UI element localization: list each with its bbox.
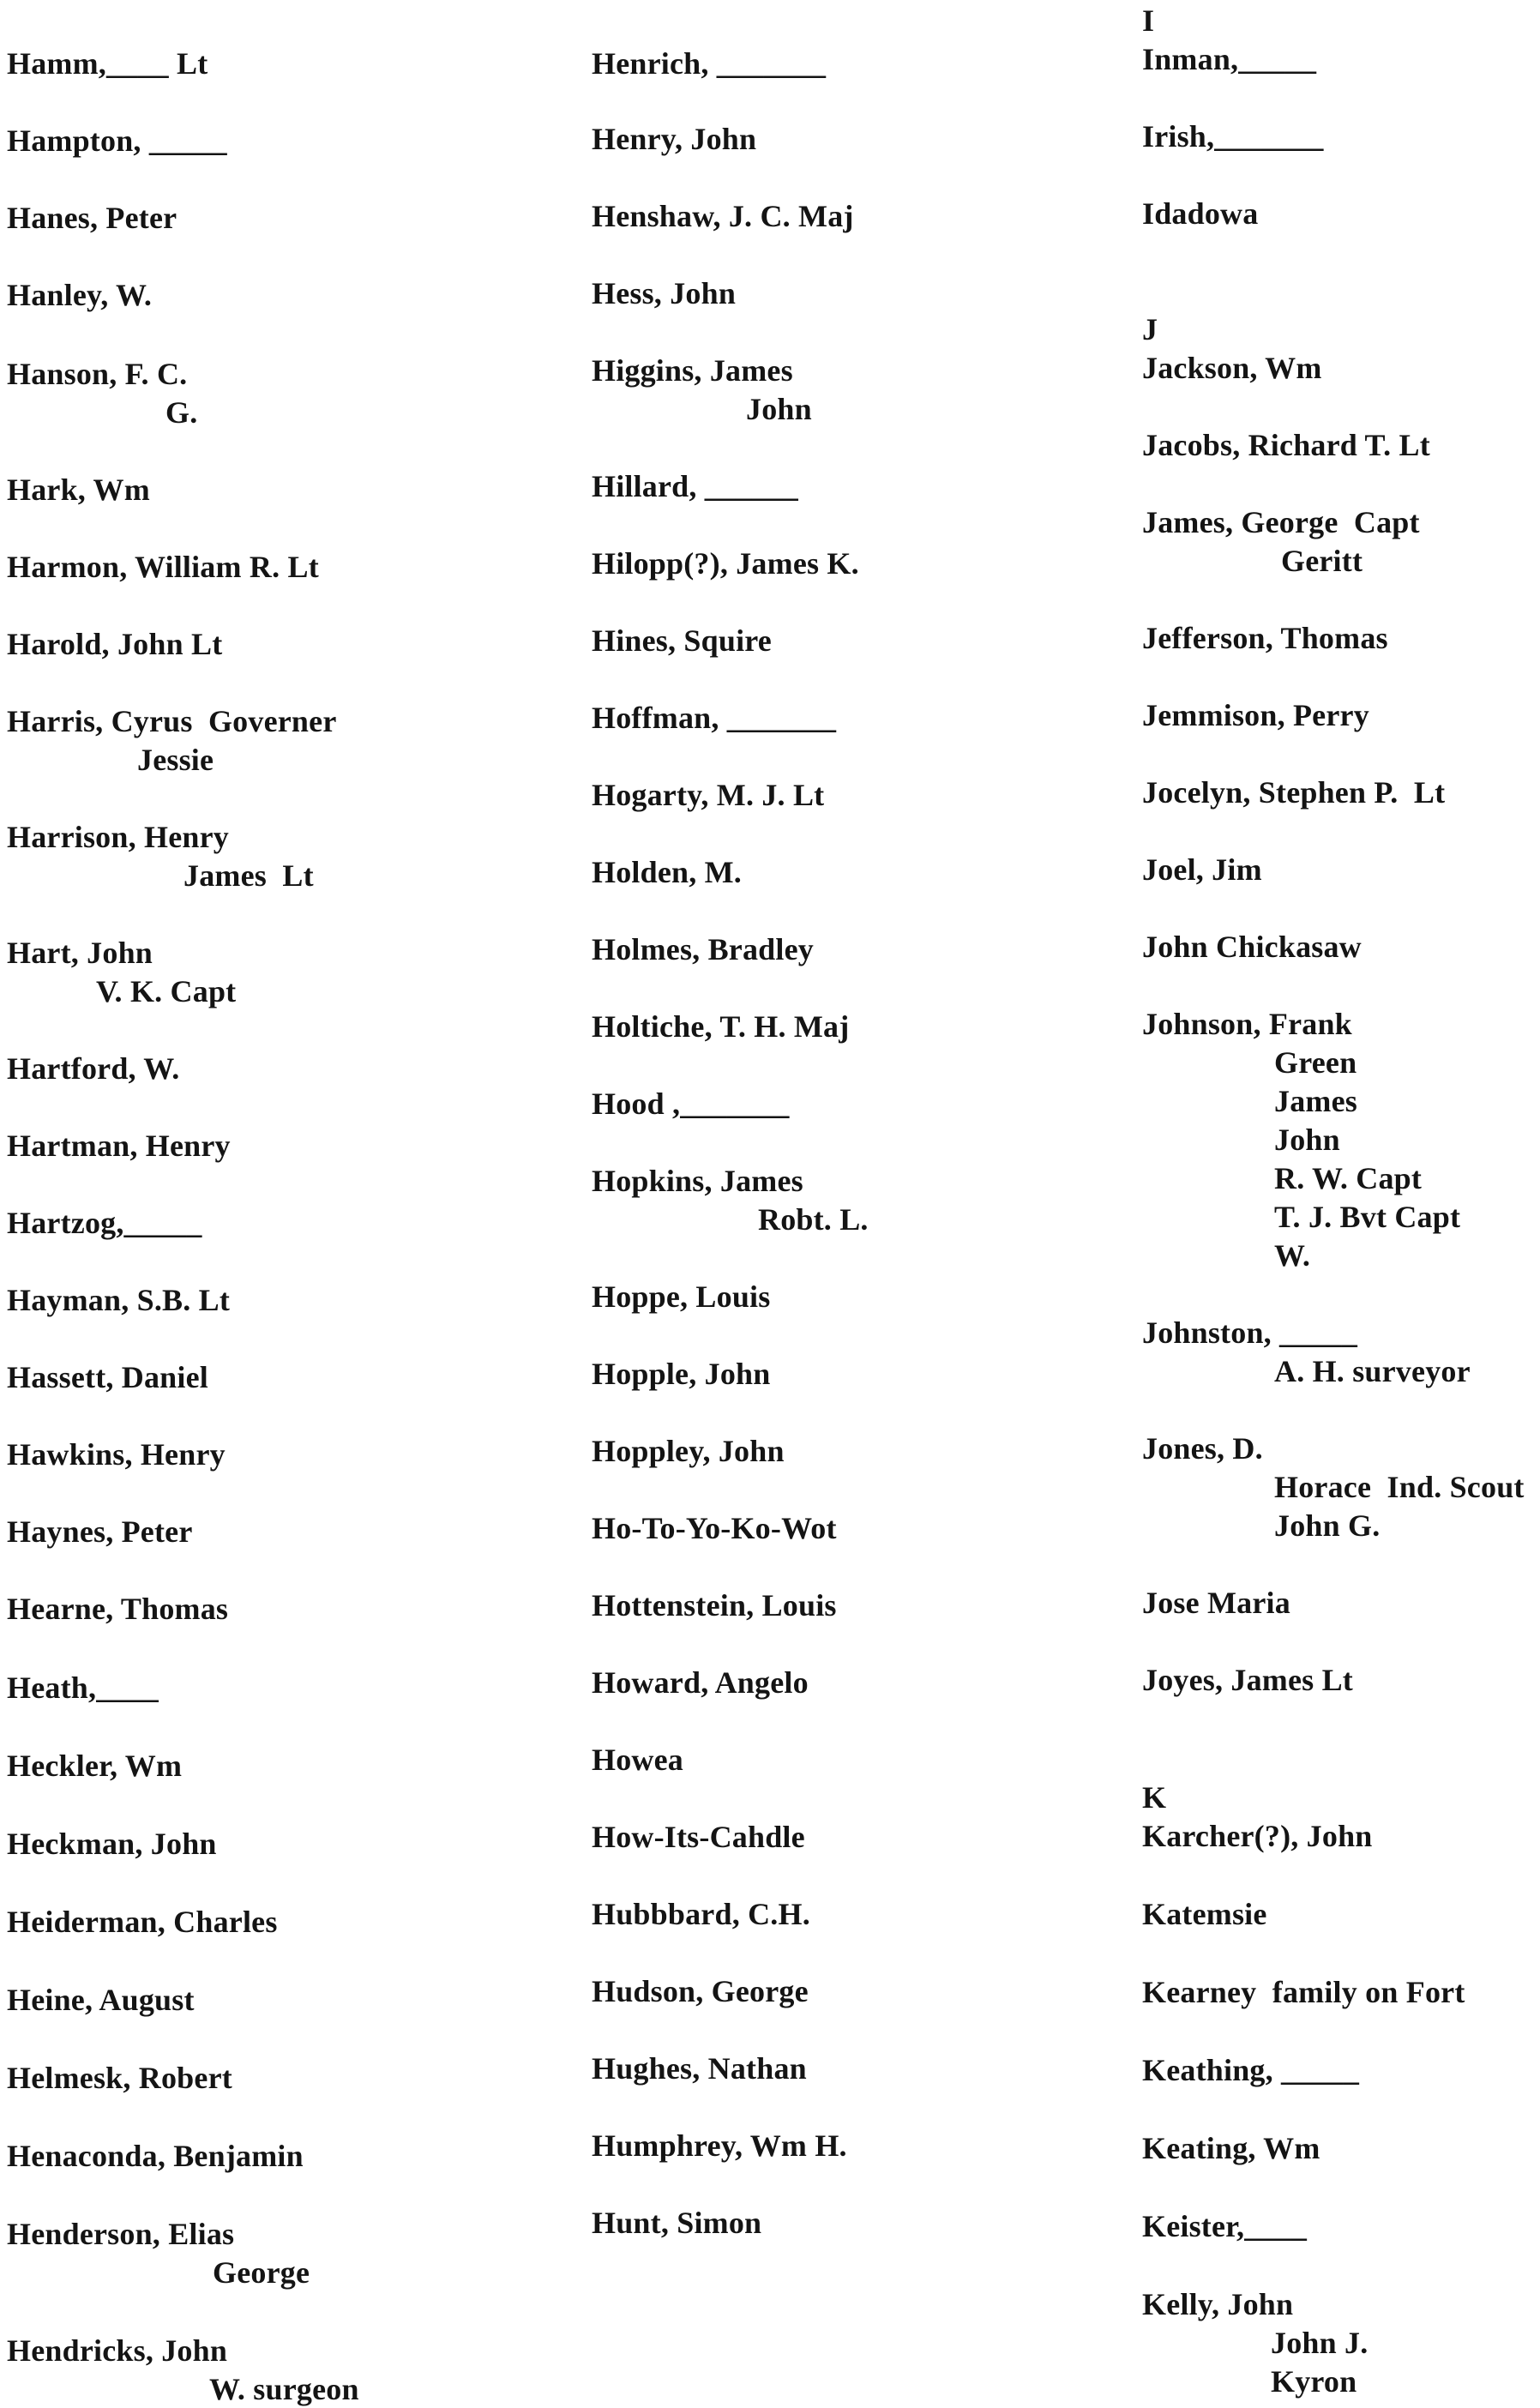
index-entry: Hoffman, _______: [592, 701, 837, 735]
index-entry: Hoppe, Louis: [592, 1279, 771, 1314]
index-subentry: V. K. Capt: [96, 974, 237, 1008]
index-entry: Hartzog,_____: [7, 1206, 202, 1240]
index-entry: Hendricks, John: [7, 2333, 228, 2368]
index-subentry: A. H. surveyor: [1274, 1354, 1471, 1388]
index-entry: Holmes, Bradley: [592, 932, 814, 966]
index-entry: Hudson, George: [592, 1974, 809, 2008]
index-subentry: James: [1274, 1084, 1357, 1118]
index-entry: Hayman, S.B. Lt: [7, 1283, 231, 1317]
index-entry: Haynes, Peter: [7, 1514, 193, 1549]
index-subentry: Kyron: [1271, 2364, 1357, 2399]
index-entry: Katemsie: [1142, 1897, 1267, 1931]
index-entry: Joyes, James Lt: [1142, 1663, 1353, 1697]
index-entry: Jefferson, Thomas: [1142, 621, 1388, 655]
index-entry: Harold, John Lt: [7, 627, 223, 661]
index-entry: Higgins, James: [592, 353, 793, 388]
index-subentry: John: [746, 392, 812, 426]
index-entry: Harrison, Henry: [7, 820, 229, 854]
index-entry: Hubbbard, C.H.: [592, 1897, 810, 1931]
index-entry: Jacobs, Richard T. Lt: [1142, 428, 1430, 462]
index-entry: Howard, Angelo: [592, 1665, 809, 1700]
index-entry: Hogarty, M. J. Lt: [592, 778, 825, 812]
index-entry: Hilopp(?), James K.: [592, 546, 859, 581]
index-entry: Hark, Wm: [7, 473, 150, 507]
index-entry: Hassett, Daniel: [7, 1360, 208, 1394]
index-subentry: R. W. Capt: [1274, 1161, 1423, 1195]
index-column-2: [592, 0, 1132, 2405]
index-entry: Howea: [592, 1743, 683, 1777]
index-entry: Hillard, ______: [592, 469, 799, 503]
index-entry: Johnston, _____: [1142, 1315, 1358, 1350]
index-entry: Jackson, Wm: [1142, 351, 1322, 385]
index-entry: Hanes, Peter: [7, 201, 177, 235]
index-subentry: T. J. Bvt Capt: [1274, 1200, 1461, 1234]
index-entry: Hoppley, John: [592, 1434, 785, 1468]
index-entry: Harmon, William R. Lt: [7, 550, 319, 584]
index-entry: Irish,_______: [1142, 119, 1324, 154]
index-entry: Hopple, John: [592, 1357, 771, 1391]
index-entry: Henderson, Elias: [7, 2217, 235, 2251]
section-letter-heading: K: [1142, 1780, 1167, 1815]
index-entry: Keister,____: [1142, 2209, 1308, 2243]
index-entry: Jones, D.: [1142, 1431, 1263, 1466]
index-entry: John Chickasaw: [1142, 930, 1362, 964]
index-entry: Ho-To-Yo-Ko-Wot: [592, 1511, 837, 1545]
index-entry: Hanson, F. C.: [7, 357, 188, 391]
index-subentry: W. surgeon: [209, 2372, 359, 2406]
index-entry: Hood ,_______: [592, 1087, 790, 1121]
index-entry: Henaconda, Benjamin: [7, 2139, 304, 2173]
index-entry: Hughes, Nathan: [592, 2051, 807, 2086]
index-entry: Idadowa: [1142, 196, 1259, 231]
index-entry: Hampton, _____: [7, 123, 227, 158]
index-entry: Hart, John: [7, 936, 153, 970]
index-entry: Hess, John: [592, 276, 737, 310]
index-entry: Holtiche, T. H. Maj: [592, 1009, 850, 1044]
index-entry: Joel, Jim: [1142, 852, 1262, 887]
index-entry: Kelly, John: [1142, 2287, 1294, 2321]
index-column-1: [7, 0, 573, 2405]
index-entry: Hottenstein, Louis: [592, 1588, 837, 1622]
index-subentry: John G.: [1274, 1508, 1381, 1543]
index-subentry: Jessie: [137, 743, 214, 777]
index-entry: Jose Maria: [1142, 1586, 1290, 1620]
index-entry: Jocelyn, Stephen P. Lt: [1142, 775, 1446, 810]
index-entry: Heiderman, Charles: [7, 1905, 278, 1939]
index-entry: Keathing, _____: [1142, 2053, 1360, 2087]
index-entry: Heine, August: [7, 1983, 195, 2017]
index-entry: Humphrey, Wm H.: [592, 2128, 847, 2163]
index-subentry: Robt. L.: [758, 1202, 869, 1237]
index-subentry: G.: [165, 395, 198, 430]
index-entry: Karcher(?), John: [1142, 1819, 1373, 1853]
index-entry: Keating, Wm: [1142, 2131, 1320, 2165]
index-entry: Heath,____: [7, 1671, 159, 1705]
index-subentry: James Lt: [183, 858, 314, 893]
index-entry: How-Its-Cahdle: [592, 1820, 805, 1854]
index-entry: Jemmison, Perry: [1142, 698, 1369, 732]
index-entry: Hanley, W.: [7, 278, 153, 312]
index-entry: Kearney family on Fort: [1142, 1975, 1465, 2009]
index-entry: Holden, M.: [592, 855, 743, 889]
index-entry: Heckler, Wm: [7, 1749, 183, 1783]
index-entry: Hearne, Thomas: [7, 1592, 229, 1626]
index-entry: Hunt, Simon: [592, 2206, 762, 2240]
index-entry: Henry, John: [592, 122, 757, 156]
index-subentry: John J.: [1271, 2326, 1369, 2360]
index-entry: Hopkins, James: [592, 1164, 803, 1198]
section-letter-heading: J: [1142, 312, 1158, 346]
index-entry: Harris, Cyrus Governer: [7, 704, 337, 738]
index-subentry: Geritt: [1281, 544, 1363, 578]
index-entry: Hawkins, Henry: [7, 1437, 226, 1472]
index-subentry: W.: [1274, 1238, 1311, 1273]
index-subentry: George: [213, 2255, 310, 2290]
section-letter-heading: I: [1142, 3, 1155, 38]
index-subentry: Horace Ind. Scout: [1274, 1470, 1525, 1504]
index-entry: Johnson, Frank: [1142, 1007, 1352, 1041]
index-entry: Inman,_____: [1142, 42, 1317, 76]
index-entry: Heckman, John: [7, 1827, 217, 1861]
index-column-3: [1142, 0, 1537, 2405]
index-entry: Hartman, Henry: [7, 1129, 231, 1163]
index-entry: Hines, Squire: [592, 623, 772, 658]
index-subentry: Green: [1274, 1045, 1357, 1080]
index-entry: Henshaw, J. C. Maj: [592, 199, 854, 233]
index-entry: Helmesk, Robert: [7, 2061, 232, 2095]
index-entry: Hartford, W.: [7, 1051, 180, 1086]
index-subentry: John: [1274, 1123, 1340, 1157]
index-entry: James, George Capt: [1142, 505, 1420, 539]
index-entry: Henrich, _______: [592, 46, 827, 81]
index-entry: Hamm,____ Lt: [7, 46, 208, 81]
